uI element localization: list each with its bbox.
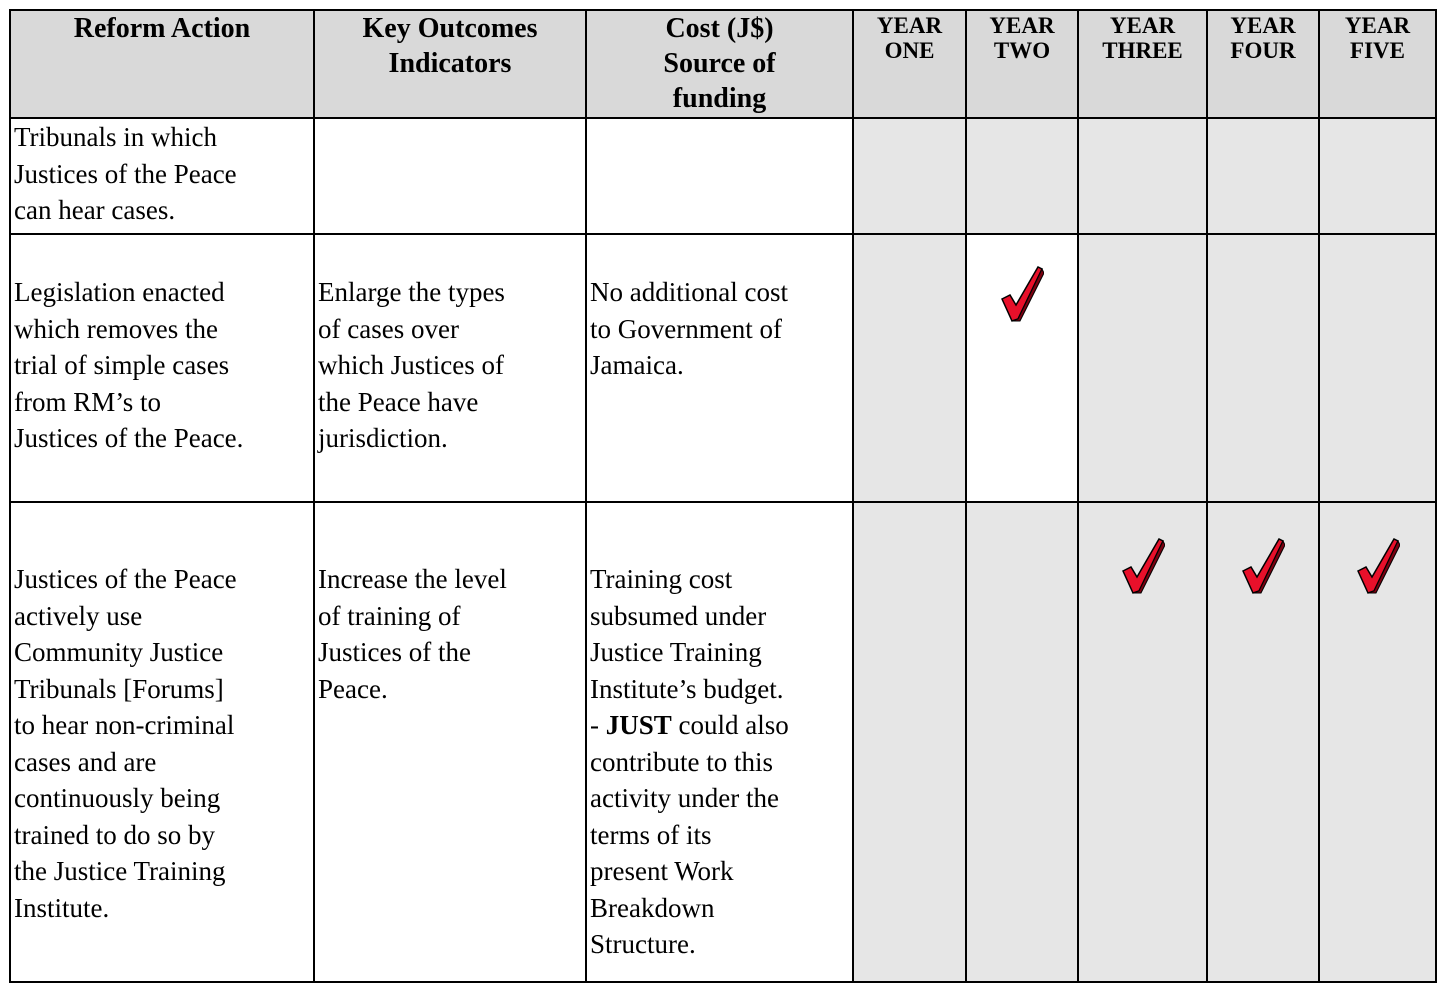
- cell-line: of training of: [318, 600, 461, 631]
- reform-action-cell: [10, 502, 314, 982]
- table-row: [10, 234, 1436, 502]
- reform-plan-table: [9, 9, 1437, 983]
- cell-line: Institute’s budget.: [590, 673, 784, 704]
- header-reform-action: [10, 10, 314, 118]
- table-row: [10, 118, 1436, 234]
- year-five-cell: [1319, 234, 1436, 502]
- cell-line: subsumed under: [590, 600, 767, 631]
- cell-line: from RM’s to: [14, 386, 162, 417]
- cell-line: Justice Training: [590, 637, 762, 667]
- year-one-cell: [853, 502, 966, 982]
- cell-line: the Justice Training: [14, 856, 226, 886]
- cell-line: Enlarge the types: [318, 277, 505, 307]
- cell-line: [590, 707, 846, 744]
- header-key-outcomes-line1: Key Outcomes: [362, 13, 538, 44]
- header-row: [10, 10, 1436, 118]
- year-two-cell: [966, 234, 1078, 502]
- red-checkmark-icon: [1121, 537, 1165, 595]
- red-checkmark-icon: [1000, 265, 1044, 323]
- header-year-four: [1207, 10, 1319, 118]
- header-year-two-b: TWO: [993, 38, 1051, 64]
- header-year-three-a: YEAR: [1109, 13, 1176, 38]
- cell-line: to hear non-criminal: [14, 710, 235, 740]
- cell-line: activity under the: [590, 783, 779, 813]
- cost-cell: [586, 234, 853, 502]
- cell-line: Institute.: [14, 892, 110, 923]
- year-five-cell: [1319, 118, 1436, 234]
- year-four-cell: [1207, 234, 1319, 502]
- year-three-cell: [1078, 502, 1207, 982]
- table-row: [10, 502, 1436, 982]
- cell-line: Structure.: [590, 929, 696, 959]
- just-acronym: JUST: [605, 710, 672, 740]
- cell-line: No additional cost: [590, 277, 788, 307]
- header-key-outcomes: [314, 10, 586, 118]
- red-checkmark-icon: [1241, 537, 1285, 595]
- cost-cell: [586, 502, 853, 982]
- year-three-cell: [1078, 118, 1207, 234]
- year-one-cell: [853, 118, 966, 234]
- cell-line: Justices of the: [318, 637, 471, 667]
- cell-line: continuously being: [14, 783, 221, 813]
- reform-action-cell: [10, 118, 314, 234]
- header-year-four-a: YEAR: [1230, 13, 1296, 38]
- header-year-three: [1078, 10, 1207, 118]
- cell-line: of cases over: [318, 313, 459, 344]
- cell-line: jurisdiction.: [318, 423, 448, 453]
- year-two-cell: [966, 502, 1078, 982]
- cell-line: contribute to this: [590, 746, 773, 777]
- cell-line: Increase the level: [318, 564, 507, 594]
- cell-line: present Work: [590, 856, 734, 886]
- cost-cell: [586, 118, 853, 234]
- cell-line: Justices of the Peace: [14, 564, 237, 594]
- key-outcomes-cell: [314, 118, 586, 234]
- header-cost-line1: Cost (J$): [665, 13, 774, 44]
- header-year-one-a: YEAR: [876, 13, 943, 38]
- cell-line: trained to do so by: [14, 819, 215, 850]
- header-key-outcomes-line2: Indicators: [388, 48, 512, 79]
- cell-line: cases and are: [14, 746, 157, 777]
- cell-line: Peace.: [318, 673, 388, 704]
- header-reform-action-label: Reform Action: [73, 13, 251, 44]
- header-cost-line3: funding: [672, 83, 767, 114]
- cell-line: which removes the: [14, 313, 218, 344]
- cell-line: terms of its: [590, 819, 712, 850]
- cell-line: Tribunals in which: [14, 122, 218, 152]
- header-cost: [586, 10, 853, 118]
- cell-line: Breakdown: [590, 892, 715, 923]
- header-year-four-b: FOUR: [1230, 38, 1296, 64]
- cell-line: to Government of: [590, 313, 782, 344]
- year-three-cell: [1078, 234, 1207, 502]
- cell-line: which Justices of: [318, 350, 504, 380]
- header-year-three-b: THREE: [1102, 38, 1183, 64]
- year-four-cell: [1207, 118, 1319, 234]
- cell-line: can hear cases.: [14, 195, 176, 225]
- header-year-two: [966, 10, 1078, 118]
- cell-line: Jamaica.: [590, 350, 684, 380]
- cell-line: Community Justice: [14, 637, 224, 667]
- key-outcomes-cell: [314, 502, 586, 982]
- cell-line: Justices of the Peace.: [14, 423, 244, 453]
- cell-line: Tribunals [Forums]: [14, 673, 224, 704]
- reform-action-cell: [10, 234, 314, 502]
- dash: -: [590, 710, 606, 740]
- header-year-five-b: FIVE: [1350, 38, 1405, 64]
- header-year-five-a: YEAR: [1344, 13, 1411, 38]
- cell-line: trial of simple cases: [14, 350, 230, 380]
- key-outcomes-cell: [314, 234, 586, 502]
- year-one-cell: [853, 234, 966, 502]
- cell-line: Justices of the Peace: [14, 158, 237, 189]
- header-year-two-a: YEAR: [989, 13, 1055, 38]
- year-two-cell: [966, 118, 1078, 234]
- header-year-five: [1319, 10, 1436, 118]
- header-cost-line2: Source of: [663, 48, 776, 79]
- cell-line: actively use: [14, 600, 143, 631]
- header-year-one: [853, 10, 966, 118]
- cell-text: could also: [671, 710, 789, 740]
- cell-line: the Peace have: [318, 386, 479, 417]
- cell-line: Legislation enacted: [14, 277, 225, 307]
- cell-line: Training cost: [590, 564, 733, 594]
- year-five-cell: [1319, 502, 1436, 982]
- red-checkmark-icon: [1356, 537, 1400, 595]
- year-four-cell: [1207, 502, 1319, 982]
- header-year-one-b: ONE: [884, 38, 935, 64]
